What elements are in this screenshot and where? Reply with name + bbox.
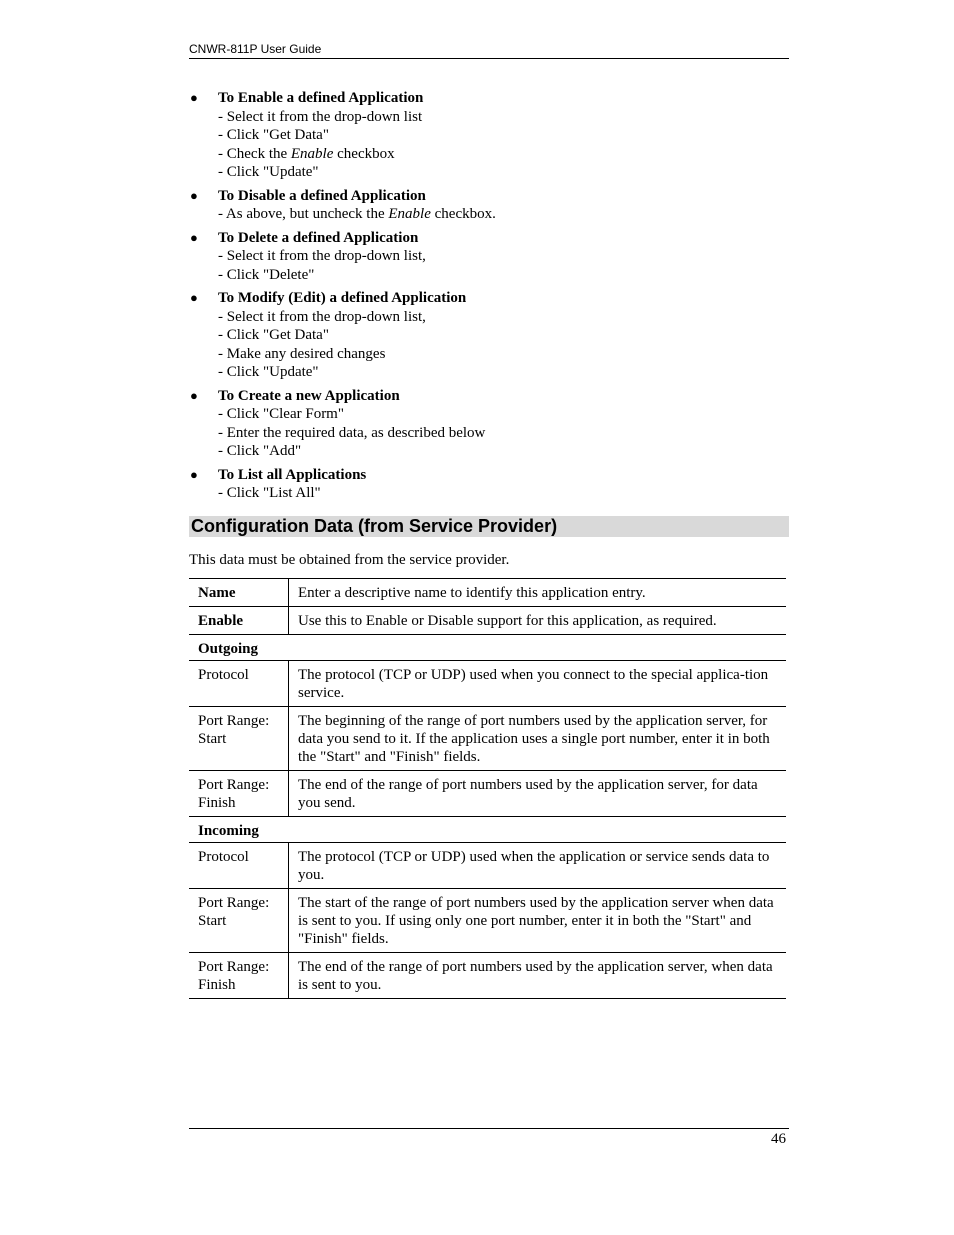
instruction-step: - Click "Get Data" (218, 327, 329, 343)
bullet-icon: ● (190, 466, 198, 482)
instruction-step: - Click "List All" (218, 485, 321, 501)
instruction-title: To Disable a defined Application (218, 187, 426, 204)
instruction-step: - Make any desired changes (218, 345, 386, 362)
field-name: Port Range: Finish (189, 771, 289, 817)
instruction-step: - Click "Update" (218, 164, 319, 180)
table-section-row (189, 817, 786, 843)
field-description: The beginning of the range of port numbers used by the application server, for data you send to it. If the application uses a single port number, enter it in both the "Start" and "Finish" fields. (289, 707, 787, 771)
instruction-title: To Enable a defined Application (218, 90, 424, 106)
field-description: The start of the range of port numbers used by the application server when data is sent to you. If using only one port number, enter it in both the "Start" and "Finish" fields. (289, 889, 787, 953)
footer-divider (189, 1128, 789, 1129)
list-item (189, 187, 789, 224)
bullet-icon: ● (190, 90, 198, 105)
table-row (189, 953, 786, 999)
instruction-step: - As above, but uncheck the Enable checkbox. (218, 206, 496, 222)
list-item (189, 229, 789, 285)
instruction-step: - Click "Delete" (218, 266, 315, 283)
bullet-icon: ● (190, 187, 198, 203)
table-row (189, 843, 786, 889)
instruction-title: To Create a new Application (218, 387, 400, 404)
instruction-step: - Click "Get Data" (218, 127, 329, 143)
list-item (189, 89, 789, 182)
instruction-step: - Select it from the drop-down list, (218, 248, 426, 264)
enable-term: Enable (388, 206, 431, 222)
field-name: Enable (189, 607, 289, 635)
field-description: The protocol (TCP or UDP) used when the application or service sends data to you. (289, 843, 787, 889)
configuration-table (189, 578, 786, 999)
field-description: The end of the range of port numbers used by the application server, when data is sent to you. (289, 953, 787, 999)
field-description: Use this to Enable or Disable support for this application, as required. (289, 607, 787, 635)
instruction-step: - Enter the required data, as described below (218, 424, 486, 441)
table-row (189, 889, 786, 953)
list-item (189, 466, 789, 503)
field-description: The end of the range of port numbers used by the application server, for data you send. (289, 771, 787, 817)
table-row (189, 607, 786, 635)
bullet-icon: ● (190, 290, 198, 305)
enable-term: Enable (290, 145, 334, 162)
instruction-title: To List all Applications (218, 466, 367, 483)
list-item (189, 387, 789, 461)
instruction-step: - Check the Enable checkbox (218, 145, 395, 162)
instruction-list (189, 89, 789, 508)
field-name: Name (189, 579, 289, 607)
field-description: Enter a descriptive name to identify this application entry. (289, 579, 787, 607)
table-row (189, 707, 786, 771)
section-heading: Configuration Data (from Service Provider) (189, 516, 789, 537)
table-row (189, 579, 786, 607)
table-section-title: Incoming (189, 817, 786, 843)
instruction-step: - Click "Update" (218, 364, 319, 380)
field-name: Protocol (189, 661, 289, 707)
section-intro: This data must be obtained from the service provider. (189, 552, 510, 568)
page-header: CNWR-811P User Guide (189, 42, 789, 59)
instruction-step: - Select it from the drop-down list, (218, 308, 426, 325)
bullet-icon: ● (190, 229, 198, 245)
instruction-step: - Select it from the drop-down list (218, 108, 423, 125)
field-name: Protocol (189, 843, 289, 889)
page-number: 46 (771, 1131, 786, 1147)
table-row (189, 771, 786, 817)
field-name: Port Range: Start (189, 707, 289, 771)
field-name: Port Range: Start (189, 889, 289, 953)
instruction-title: To Delete a defined Application (218, 229, 419, 246)
table-section-row (189, 635, 786, 661)
instruction-step: - Click "Clear Form" (218, 406, 344, 422)
bullet-icon: ● (190, 387, 198, 403)
table-section-title: Outgoing (189, 635, 786, 661)
field-name: Port Range: Finish (189, 953, 289, 999)
list-item (189, 289, 789, 382)
instruction-title: To Modify (Edit) a defined Application (218, 290, 467, 306)
table-row (189, 661, 786, 707)
instruction-step: - Click "Add" (218, 443, 302, 459)
field-description: The protocol (TCP or UDP) used when you connect to the special applica-tion service. (289, 661, 787, 707)
